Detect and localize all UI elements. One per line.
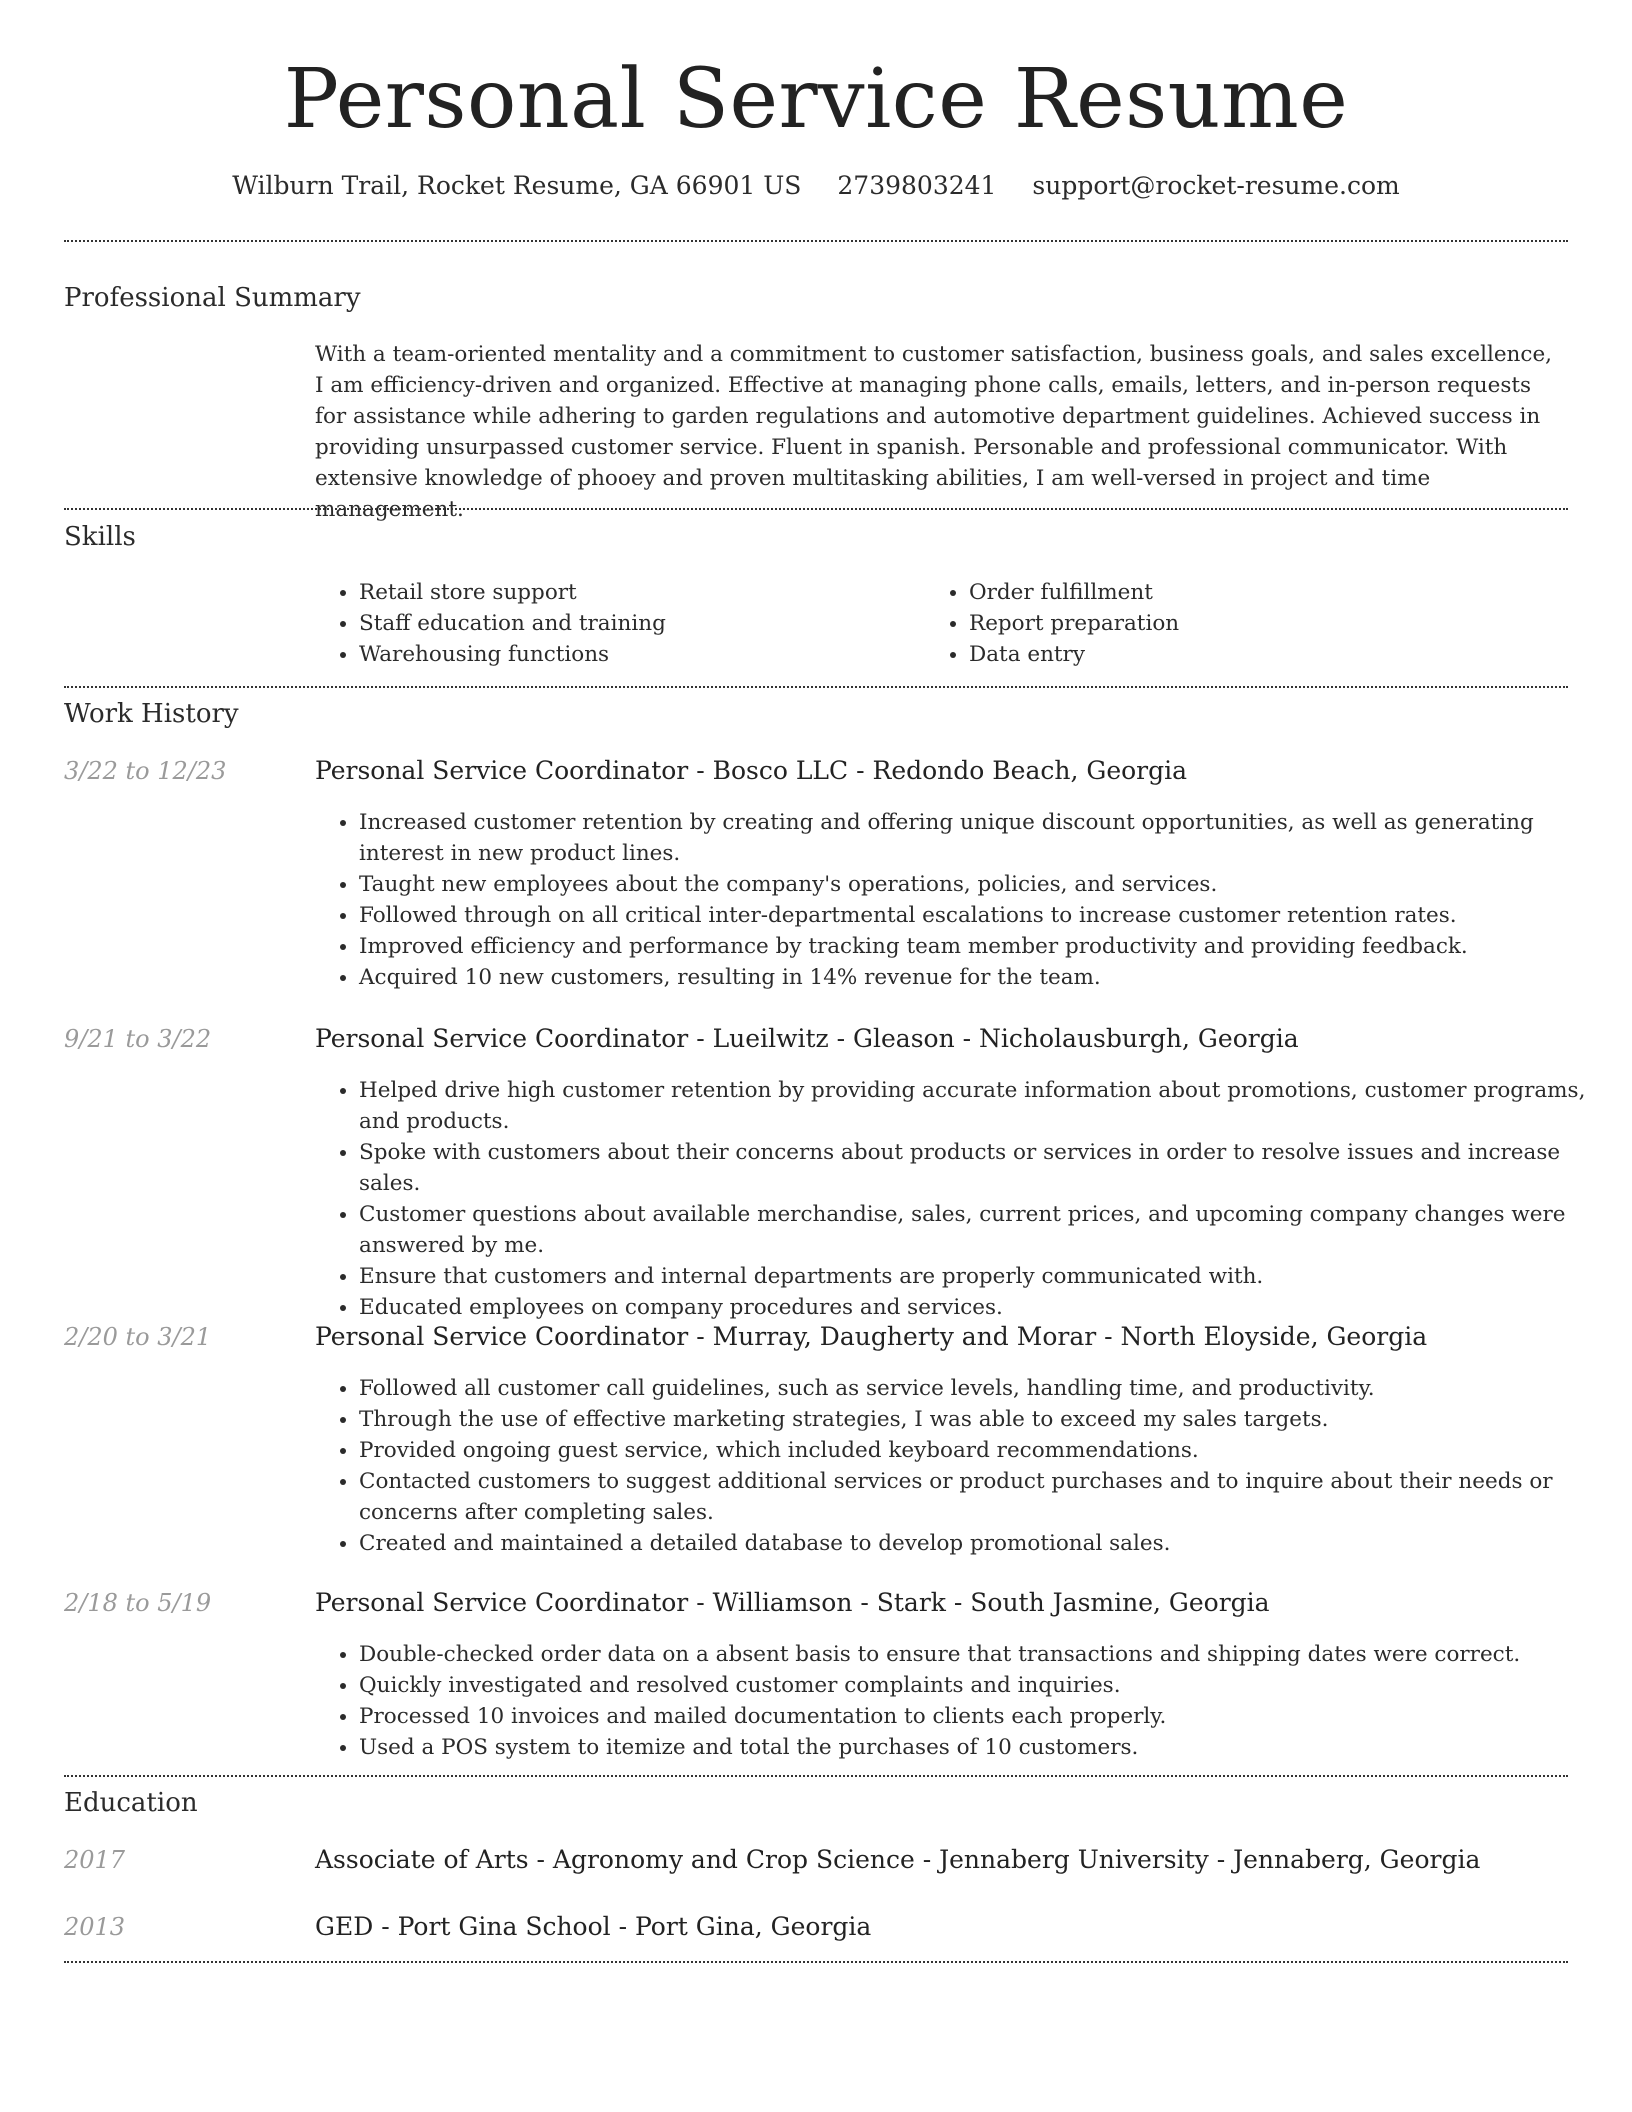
job-dates: 2/20 to 3/21 [64, 1323, 212, 1351]
job-bullet: • Followed all customer call guidelines, such as service levels, handling time, and productivity. [359, 1373, 1609, 1404]
divider [64, 240, 1568, 242]
skills-list-right [925, 577, 1179, 670]
summary-heading: Professional Summary [64, 283, 361, 313]
job-bullet: • Used a POS system to itemize and total the purchases of 10 customers. [359, 1732, 1609, 1763]
job-bullet: • Spoke with customers about their concerns about products or services in order to resolve issues and increase sales. [359, 1137, 1609, 1199]
job-bullet: • Contacted customers to suggest additional services or product purchases and to inquire about their needs or concerns after completing sales. [359, 1466, 1609, 1528]
job-dates: 3/22 to 12/23 [64, 757, 227, 785]
job-title: Personal Service Coordinator - Lueilwitz - Gleason - Nicholausburgh, Georgia [315, 1024, 1299, 1053]
job-bullet: • Quickly investigated and resolved customer complaints and inquiries. [359, 1670, 1609, 1701]
job-bullet: • Ensure that customers and internal departments are properly communicated with. [359, 1261, 1609, 1292]
job-bullet: • Through the use of effective marketing strategies, I was able to exceed my sales targets. [359, 1404, 1609, 1435]
contact-email: support@rocket-resume.com [1032, 171, 1400, 200]
skills-heading: Skills [64, 522, 136, 552]
contact-phone: 2739803241 [837, 171, 997, 200]
job-bullet: • Helped drive high customer retention by providing accurate information about promotions, customer programs, and products. [359, 1075, 1609, 1137]
job-bullets [315, 1075, 1609, 1323]
work-heading: Work History [64, 699, 239, 729]
skill-item: • Staff education and training [359, 608, 666, 639]
summary-text: With a team-oriented mentality and a commitment to customer satisfaction, business goals, and sales excellence, I am efficiency-driven and organized. Effective at managing phone calls, emails, letters, and in-person requests for assistance while adhering to garden regulations and automotive department guidelines. Achieved success in providing unsurpassed customer service. Fluent in spanish. Personable and professional communicator. With extensive knowledge of phooey and proven multitasking abilities, I am well-versed in project and time management. [315, 342, 1552, 522]
skill-item: • Report preparation [969, 608, 1179, 639]
job-bullet: • Customer questions about available merchandise, sales, current prices, and upcoming company changes were answered by me. [359, 1199, 1609, 1261]
divider [64, 1775, 1568, 1777]
job-title: Personal Service Coordinator - Bosco LLC - Redondo Beach, Georgia [315, 756, 1188, 785]
divider [64, 508, 1568, 510]
job-bullet: • Increased customer retention by creating and offering unique discount opportunities, as well as generating interest in new product lines. [359, 807, 1609, 869]
divider [64, 1961, 1568, 1963]
education-year: 2013 [64, 1913, 126, 1941]
education-heading: Education [64, 1788, 198, 1818]
skill-item: • Data entry [969, 639, 1179, 670]
resume-title: Personal Service Resume [283, 52, 1349, 147]
job-bullet: • Improved efficiency and performance by tracking team member productivity and providing feedback. [359, 931, 1609, 962]
contact-address: Wilburn Trail, Rocket Resume, GA 66901 US [232, 171, 802, 200]
education-year: 2017 [64, 1846, 126, 1874]
job-bullets [315, 1639, 1609, 1763]
skill-item: • Retail store support [359, 577, 666, 608]
job-dates: 9/21 to 3/22 [64, 1025, 212, 1053]
job-bullet: • Provided ongoing guest service, which included keyboard recommendations. [359, 1435, 1609, 1466]
skill-item: • Warehousing functions [359, 639, 666, 670]
education-entry: Associate of Arts - Agronomy and Crop Science - Jennaberg University - Jennaberg, Georgia [315, 1845, 1481, 1874]
job-title: Personal Service Coordinator - Murray, Daugherty and Morar - North Eloyside, Georgia [315, 1322, 1428, 1351]
education-entry: GED - Port Gina School - Port Gina, Georgia [315, 1912, 872, 1941]
contact-line [0, 168, 1632, 204]
divider [64, 686, 1568, 688]
job-bullet: • Educated employees on company procedures and services. [359, 1292, 1609, 1323]
job-bullets [315, 1373, 1609, 1559]
job-title: Personal Service Coordinator - Williamson - Stark - South Jasmine, Georgia [315, 1588, 1270, 1617]
job-bullet: • Processed 10 invoices and mailed documentation to clients each properly. [359, 1701, 1609, 1732]
skill-item: • Order fulfillment [969, 577, 1179, 608]
skills-list-left [315, 577, 666, 670]
job-bullet: • Acquired 10 new customers, resulting in 14% revenue for the team. [359, 962, 1609, 993]
job-bullet: • Followed through on all critical inter-departmental escalations to increase customer retention rates. [359, 900, 1609, 931]
job-bullet: • Double-checked order data on a absent basis to ensure that transactions and shipping dates were correct. [359, 1639, 1609, 1670]
job-bullet: • Taught new employees about the company's operations, policies, and services. [359, 869, 1609, 900]
job-bullet: • Created and maintained a detailed database to develop promotional sales. [359, 1528, 1609, 1559]
job-bullets [315, 807, 1609, 993]
job-dates: 2/18 to 5/19 [64, 1589, 212, 1617]
